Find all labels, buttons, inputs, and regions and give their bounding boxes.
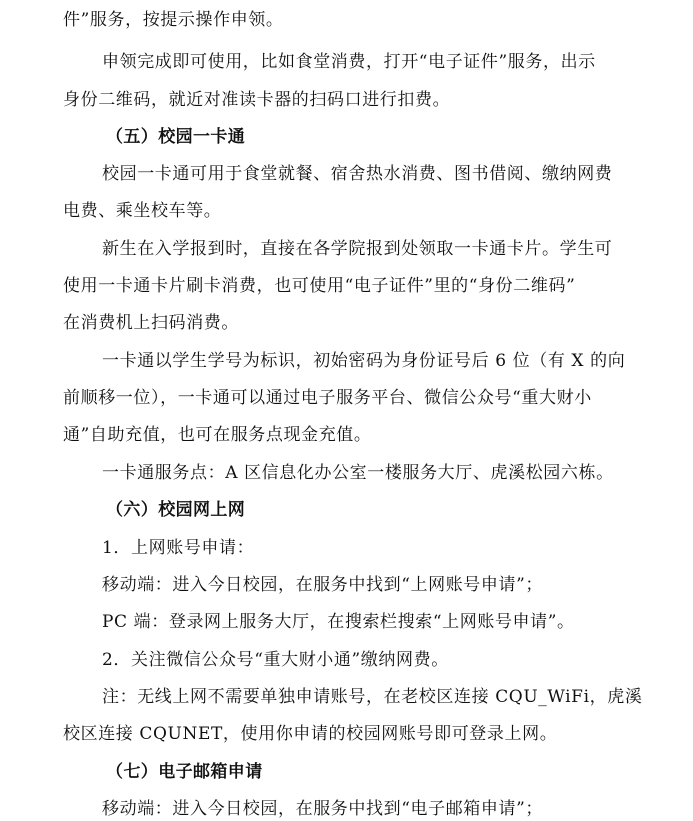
paragraph-line: 件”服务，按提示操作申领。 xyxy=(63,10,284,30)
paragraph-line: 前顺移一位），一卡通可以通过电子服务平台、微信公众号“重大财小 xyxy=(63,388,592,408)
paragraph-line: 在消费机上扫码消费。 xyxy=(63,313,239,333)
paragraph-line: PC 端：登录网上服务大厅，在搜索栏搜索“上网账号申请”。 xyxy=(102,612,575,632)
section-heading: （七）电子邮箱申请 xyxy=(106,762,263,782)
note-line: 注：无线上网不需要单独申请账号，在老校区连接 CQU_WiFi，虎溪 xyxy=(102,687,643,707)
list-item: 1．上网账号申请： xyxy=(102,538,255,558)
paragraph-line: 新生在入学报到时，直接在各学院报到处领取一卡通卡片。学生可 xyxy=(102,239,613,259)
paragraph-line: 一卡通以学生学号为标识，初始密码为身份证号后 6 位（有 X 的向 xyxy=(102,351,626,371)
note-line: 校区连接 CQUNET，使用你申请的校园网账号即可登录上网。 xyxy=(63,724,558,744)
section-heading: （六）校园网上网 xyxy=(106,500,246,520)
section-heading: （五）校园一卡通 xyxy=(106,127,246,147)
paragraph-line: 申领完成即可使用，比如食堂消费，打开“电子证件”服务，出示 xyxy=(102,52,596,72)
paragraph-line: 移动端：进入今日校园，在服务中找到“电子邮箱申请”； xyxy=(102,799,543,819)
paragraph-line: 通”自助充值，也可在服务点现金充值。 xyxy=(63,425,372,445)
paragraph-line: 校园一卡通可用于食堂就餐、宿舍热水消费、图书借阅、缴纳网费 xyxy=(102,164,613,184)
list-item: 2．关注微信公众号“重大财小通”缴纳网费。 xyxy=(102,650,449,670)
paragraph-line: 身份二维码，就近对准读卡器的扫码口进行扣费。 xyxy=(63,90,451,110)
paragraph-line: 移动端：进入今日校园，在服务中找到“上网账号申请”； xyxy=(102,575,543,595)
paragraph-line: 电费、乘坐校车等。 xyxy=(63,201,222,221)
paragraph-line: 一卡通服务点：A 区信息化办公室一楼服务大厅、虎溪松园六栋。 xyxy=(102,463,614,483)
paragraph-line: 使用一卡通卡片刷卡消费，也可使用“电子证件”里的“身份二维码” xyxy=(63,276,576,296)
